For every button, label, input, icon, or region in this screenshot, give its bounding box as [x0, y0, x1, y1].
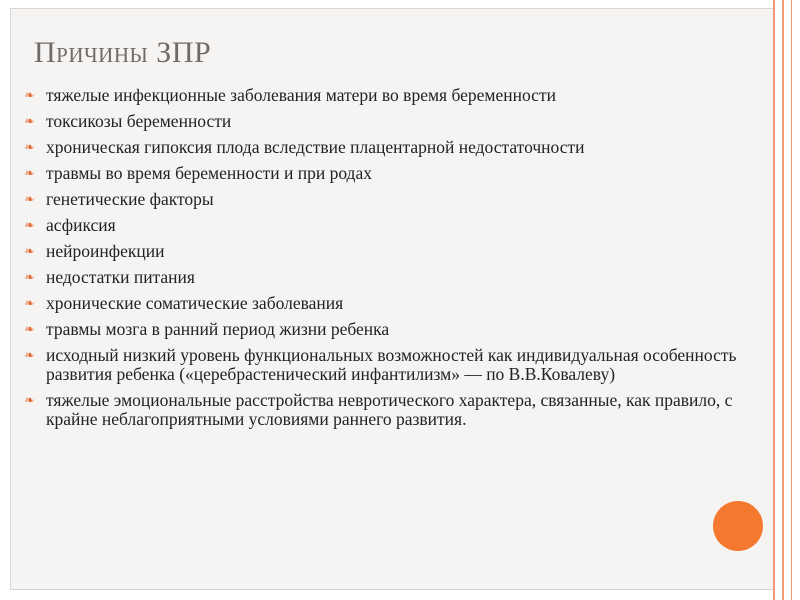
- list-item: [22, 242, 742, 261]
- leaf-bullet-icon: ❧: [24, 166, 35, 180]
- decorative-vertical-line: [782, 0, 784, 600]
- decorative-vertical-line: [773, 0, 775, 600]
- list-item: [22, 86, 742, 105]
- list-item: [22, 346, 742, 384]
- list-item: [22, 190, 742, 209]
- leaf-bullet-icon: ❧: [24, 296, 35, 310]
- leaf-bullet-icon: ❧: [24, 270, 35, 284]
- bullet-text: токсикозы беременности: [46, 111, 232, 131]
- bullet-text: тяжелые эмоциональные расстройства невротического характера, связанные, как правило, с крайне неблагоприятными условиями раннего развития.: [46, 390, 733, 429]
- leaf-bullet-icon: ❧: [24, 140, 35, 154]
- list-item: [22, 216, 742, 235]
- list-item: [22, 268, 742, 287]
- leaf-bullet-icon: ❧: [24, 114, 35, 128]
- bullet-text: травмы мозга в ранний период жизни ребенка: [46, 319, 390, 339]
- list-item: [22, 391, 742, 429]
- leaf-bullet-icon: ❧: [24, 88, 35, 102]
- bullet-text: нейроинфекции: [46, 241, 165, 261]
- list-item: [22, 320, 742, 339]
- leaf-bullet-icon: ❧: [24, 322, 35, 336]
- cause-list: [22, 86, 742, 436]
- slide-title: Причины ЗПР: [34, 36, 212, 69]
- bullet-text: недостатки питания: [46, 267, 195, 287]
- leaf-bullet-icon: ❧: [24, 244, 35, 258]
- decorative-vertical-line: [791, 0, 792, 600]
- bullet-text: хроническая гипоксия плода вследствие плацентарной недостаточности: [46, 137, 585, 157]
- bullet-text: тяжелые инфекционные заболевания матери во время беременности: [46, 85, 556, 105]
- list-item: [22, 294, 742, 313]
- bullet-text: генетические факторы: [46, 189, 214, 209]
- list-item: [22, 164, 742, 183]
- leaf-bullet-icon: ❧: [24, 348, 35, 362]
- leaf-bullet-icon: ❧: [24, 218, 35, 232]
- bullet-text: асфиксия: [46, 215, 116, 235]
- decorative-orange-circle: [713, 501, 763, 551]
- slide-right-border-band: [776, 0, 800, 600]
- list-item: [22, 112, 742, 131]
- list-item: [22, 138, 742, 157]
- leaf-bullet-icon: ❧: [24, 192, 35, 206]
- bullet-text: хронические соматические заболевания: [46, 293, 344, 313]
- bullet-text: травмы во время беременности и при родах: [46, 163, 372, 183]
- leaf-bullet-icon: ❧: [24, 393, 35, 407]
- bullet-text: исходный низкий уровень функциональных возможностей как индивидуальная особенность развития ребенка («церебрастенический инфантилизм» — по В.В.Ковалеву): [46, 345, 737, 384]
